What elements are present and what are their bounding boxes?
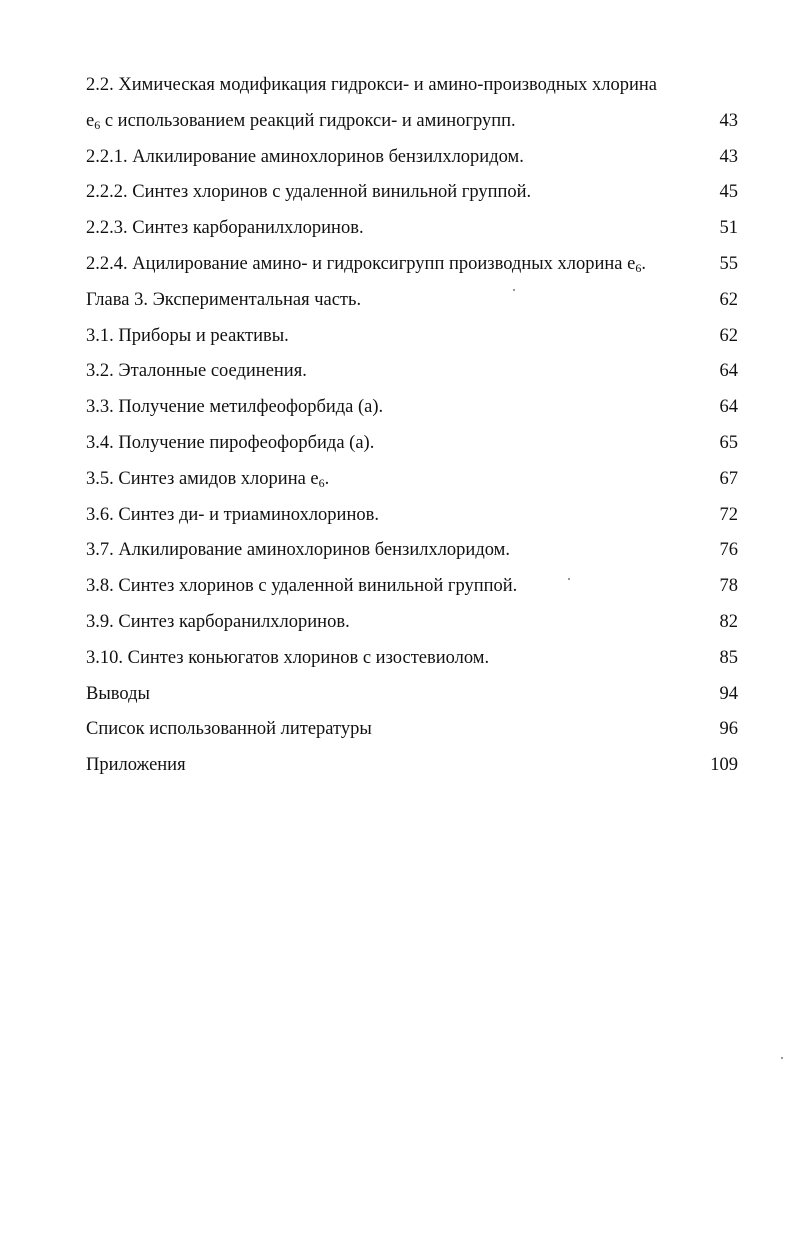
toc-entry-title: 3.4. Получение пирофеофорбида (а). [86, 432, 375, 453]
toc-entry-page: 67 [719, 468, 738, 489]
toc-entry-title: Выводы [86, 683, 150, 704]
toc-entry-page: 51 [719, 218, 738, 239]
toc-entry-title: 2.2.1. Алкилирование аминохлоринов бензилхлоридом. [86, 146, 524, 167]
toc-entry-title: Список использованной литературы [86, 719, 372, 740]
toc-entry-title: Глава 3. Экспериментальная часть. [86, 289, 362, 310]
toc-entry-title: 3.6. Синтез ди- и триаминохлоринов. [86, 504, 379, 525]
toc-entry [86, 677, 738, 713]
toc-entry [86, 390, 738, 426]
toc-entry-title: 3.1. Приборы и реактивы. [86, 325, 289, 346]
toc-entry-title: 3.3. Получение метилфеофорбида (а). [86, 397, 384, 418]
toc-entry-title: 3.7. Алкилирование аминохлоринов бензилхлоридом. [86, 540, 510, 561]
toc-entry-title: e6 с использованием реакций гидрокси- и аминогрупп. [86, 110, 516, 132]
toc-entry [86, 641, 738, 677]
toc-entry [86, 354, 738, 390]
toc-entry [86, 605, 738, 641]
scan-speck [568, 578, 570, 580]
toc-entry [86, 462, 738, 498]
toc-entry [86, 748, 738, 784]
toc-entry-title: 2.2.3. Синтез карборанилхлоринов. [86, 218, 364, 239]
toc-entry-page: 78 [719, 576, 738, 597]
toc-entry-page: 62 [719, 325, 738, 346]
toc-entry-page: 109 [710, 755, 738, 776]
toc-entry-page: 45 [719, 182, 738, 203]
toc-entry-page: 55 [719, 253, 738, 274]
toc-entry [86, 175, 738, 211]
toc-entry-title: 2.2.4. Ацилирование амино- и гидроксигрупп производных хлорина e6. [86, 253, 646, 275]
toc-entry-page: 96 [719, 719, 738, 740]
scan-speck [781, 1057, 783, 1059]
toc-entry-page: 82 [719, 611, 738, 632]
scan-speck [513, 289, 515, 291]
toc-entry [86, 569, 738, 605]
toc-entry-page: 43 [719, 146, 738, 167]
toc-entry-page: 64 [719, 397, 738, 418]
toc-entry-page: 62 [719, 289, 738, 310]
table-of-contents [86, 68, 738, 784]
toc-entry-page: 85 [719, 647, 738, 668]
toc-entry-title: Приложения [86, 755, 186, 776]
toc-entry [86, 426, 738, 462]
toc-entry-page: 76 [719, 540, 738, 561]
toc-entry [86, 283, 738, 319]
toc-entry-page: 65 [719, 432, 738, 453]
toc-entry [86, 211, 738, 247]
toc-entry [86, 712, 738, 748]
toc-entry-title: 3.9. Синтез карборанилхлоринов. [86, 611, 350, 632]
toc-entry [86, 68, 738, 104]
toc-entry-page: 64 [719, 361, 738, 382]
toc-entry-page: 72 [719, 504, 738, 525]
toc-entry-title: 3.10. Синтез коньюгатов хлоринов с изостевиолом. [86, 647, 490, 668]
toc-entry-title: 3.5. Синтез амидов хлорина e6. [86, 468, 330, 490]
toc-entry-title: 3.8. Синтез хлоринов с удаленной винильной группой. [86, 576, 518, 597]
toc-entry [86, 247, 738, 283]
toc-entry-page: 43 [719, 110, 738, 131]
toc-entry [86, 533, 738, 569]
toc-entry [86, 319, 738, 355]
toc-entry-title: 2.2.2. Синтез хлоринов с удаленной винильной группой. [86, 182, 532, 203]
toc-entry [86, 498, 738, 534]
toc-entry [86, 140, 738, 176]
toc-entry [86, 104, 738, 140]
toc-entry-title: 2.2. Химическая модификация гидрокси- и амино-производных хлорина [86, 75, 657, 95]
toc-entry-page: 94 [719, 683, 738, 704]
toc-entry-title: 3.2. Эталонные соединения. [86, 361, 307, 382]
